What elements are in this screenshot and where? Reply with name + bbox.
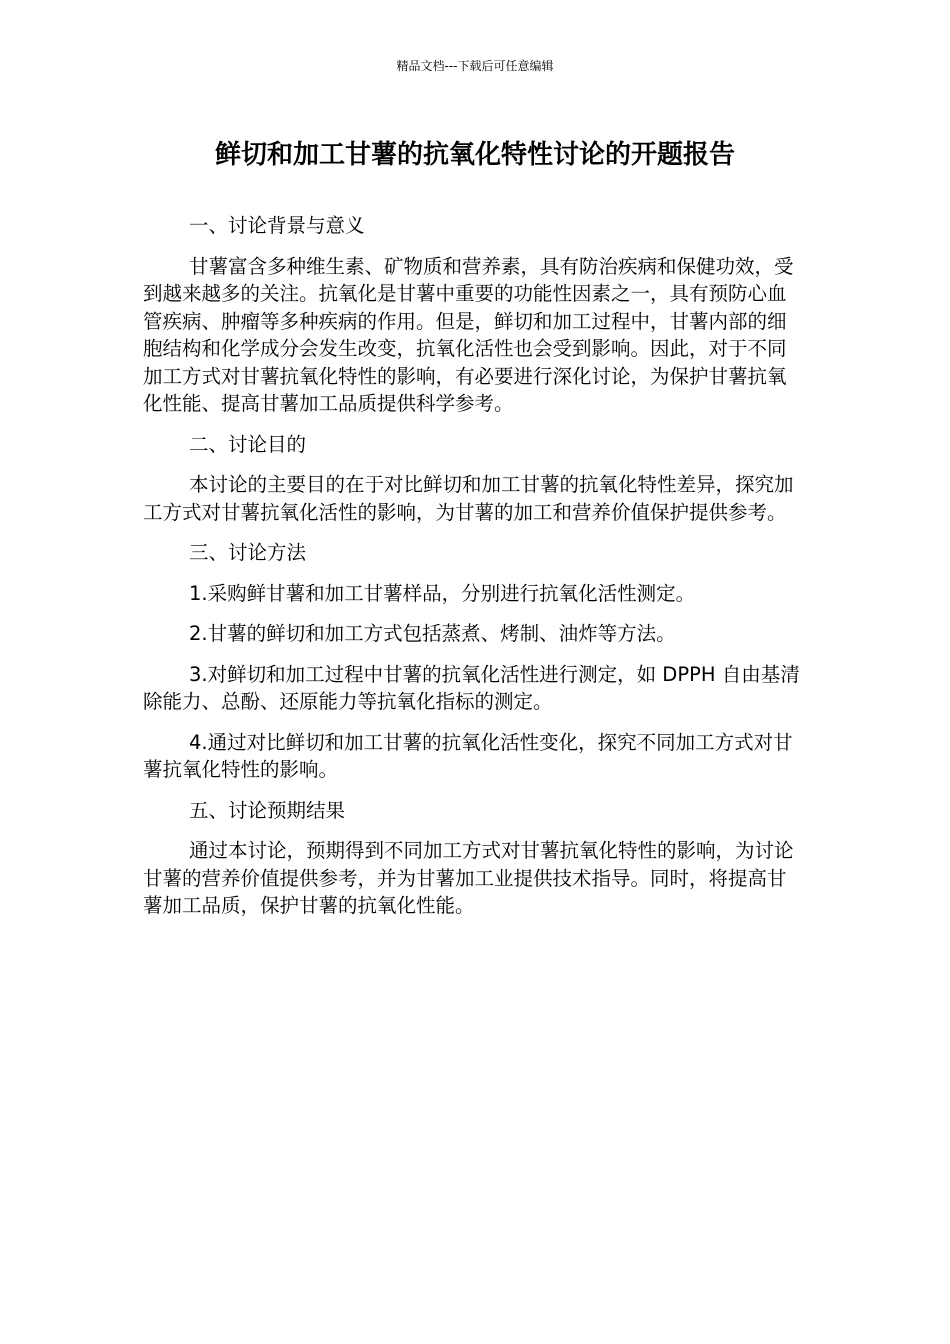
section-heading-methods: 三、讨论方法 — [189, 541, 307, 564]
section-heading-background: 一、讨论背景与意义 — [189, 214, 365, 237]
paragraph-purpose: 本讨论的主要目的在于对比鲜切和加工甘薯的抗氧化特性差异，探究加工方式对甘薯抗氧化活性的影响，为甘薯的加工和营养价值保护提供参考。 — [143, 473, 794, 524]
section-heading-purpose: 二、讨论目的 — [189, 432, 307, 456]
paragraph-expected-results: 通过本讨论，预期得到不同加工方式对甘薯抗氧化特性的影响，为讨论甘薯的营养价值提供参考，并为甘薯加工业提供技术指导。同时，将提高甘薯加工品质，保护甘薯的抗氧化性能。 — [143, 839, 794, 917]
paragraph-background: 甘薯富含多种维生素、矿物质和营养素，具有防治疾病和保健功效，受到越来越多的关注。抗氧化是甘薯中重要的功能性因素之一，具有预防心血管疾病、肿瘤等多种疾病的作用。但是，鲜切和加工过程中，甘薯内部的细胞结构和化学成分会发生改变，抗氧化活性也会受到影响。因此，对于不同加工方式对甘薯抗氧化特性的影响，有必要进行深化讨论，为保护甘薯抗氧化性能、提高甘薯加工品质提供科学参考。 — [143, 254, 794, 415]
method-item-1: 1.采购鲜甘薯和加工甘薯样品，分别进行抗氧化活性测定。 — [189, 581, 696, 605]
method-item-2: 2.甘薯的鲜切和加工方式包括蒸煮、烤制、油炸等方法。 — [189, 622, 676, 645]
document-title: 鲜切和加工甘薯的抗氧化特性讨论的开题报告 — [214, 140, 735, 170]
header-note: 精品文档---下载后可任意编辑 — [396, 59, 554, 73]
method-item-3: 3.对鲜切和加工过程中甘薯的抗氧化活性进行测定，如 DPPH 自由基清除能力、总酚、还原能力等抗氧化指标的测定。 — [143, 662, 800, 713]
document-body — [143, 212, 805, 933]
section-heading-expected-results: 五、讨论预期结果 — [189, 798, 346, 822]
method-item-4: 4.通过对比鲜切和加工甘薯的抗氧化活性变化，探究不同加工方式对甘薯抗氧化特性的影响。 — [143, 730, 793, 781]
